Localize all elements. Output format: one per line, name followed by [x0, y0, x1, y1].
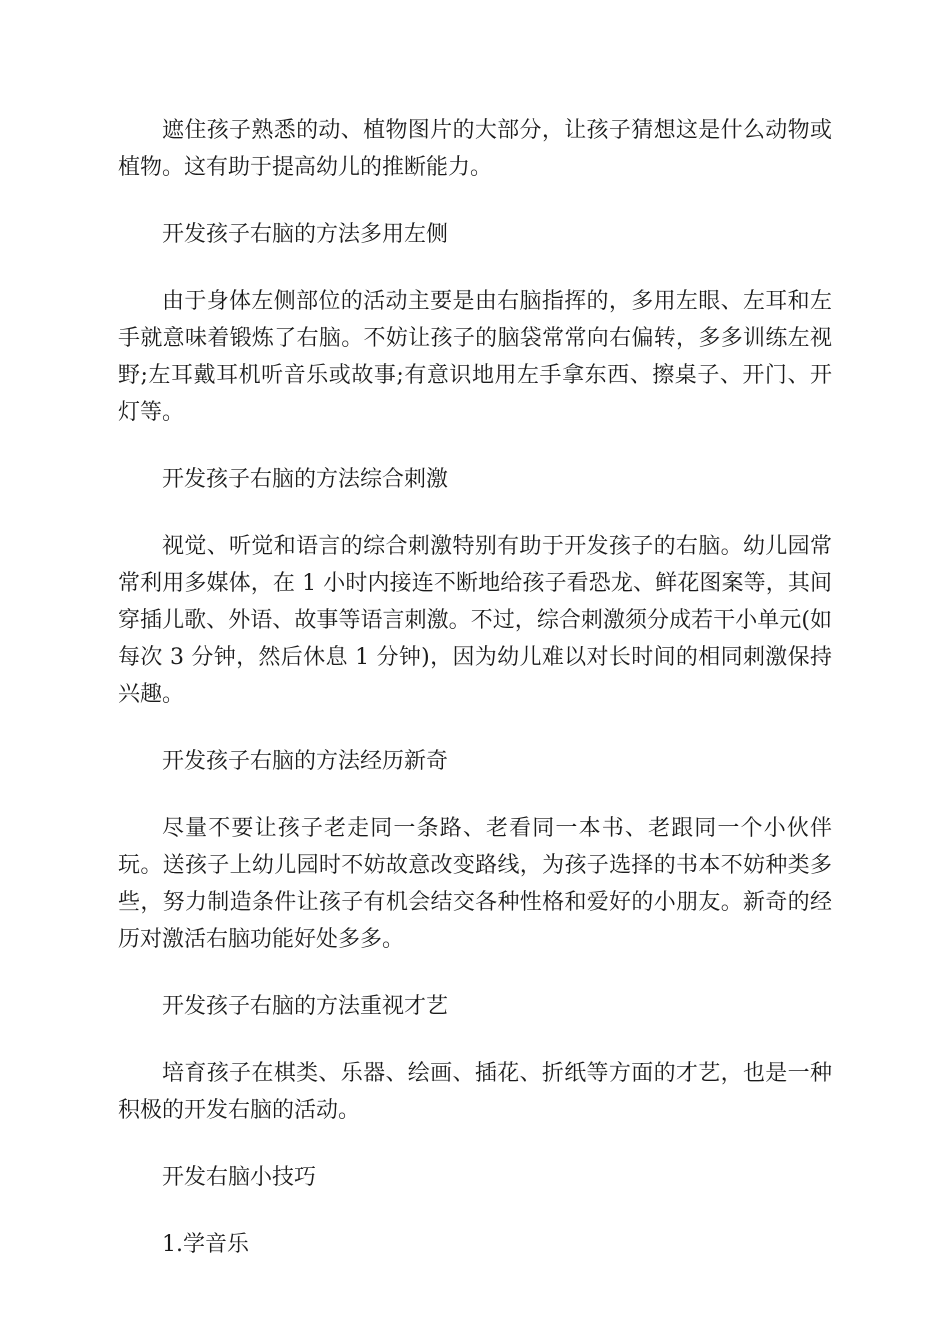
paragraph-guess-pictures: 遮住孩子熟悉的动、植物图片的大部分，让孩子猜想这是什么动物或植物。这有助于提高幼儿的推断能力。: [118, 118, 832, 180]
heading-combined-stimulation: 开发孩子右脑的方法综合刺激: [162, 467, 449, 492]
paragraph-combined-stimulation: 视觉、听觉和语言的综合刺激特别有助于开发孩子的右脑。幼儿园常常利用多媒体，在 1 小时内接连不断地给孩子看恐龙、鲜花图案等，其间穿插儿歌、外语、故事等语言刺激。不过，综合刺激须分成若干小单元(如每次 3 分钟，然后休息 1 分钟)，因为幼儿难以对长时间的相同刺激保持兴趣。: [118, 534, 832, 707]
document-body: [118, 112, 832, 1293]
paragraph-use-left-side: 由于身体左侧部位的活动主要是由右脑指挥的，多用左眼、左耳和左手就意味着锻炼了右脑。不妨让孩子的脑袋常常向右偏转，多多训练左视野;左耳戴耳机听音乐或故事;有意识地用左手拿东西、擦桌子、开门、开灯等。: [118, 289, 832, 425]
list-item-learn-music: 1.学音乐: [162, 1232, 249, 1257]
heading-novel-experience: 开发孩子右脑的方法经历新奇: [162, 749, 449, 774]
heading-right-brain-tips: 开发右脑小技巧: [162, 1165, 317, 1190]
heading-value-talents: 开发孩子右脑的方法重视才艺: [162, 994, 449, 1019]
paragraph-value-talents: 培育孩子在棋类、乐器、绘画、插花、折纸等方面的才艺，也是一种积极的开发右脑的活动。: [118, 1061, 832, 1123]
heading-use-left-side: 开发孩子右脑的方法多用左侧: [162, 222, 449, 247]
paragraph-novel-experience: 尽量不要让孩子老走同一条路、老看同一本书、老跟同一个小伙伴玩。送孩子上幼儿园时不妨故意改变路线，为孩子选择的书本不妨种类多些，努力制造条件让孩子有机会结交各种性格和爱好的小朋友。新奇的经历对激活右脑功能好处多多。: [118, 816, 832, 952]
